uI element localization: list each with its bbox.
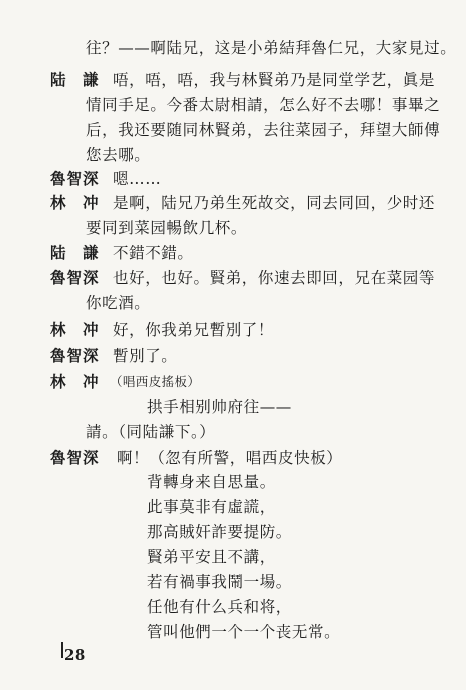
text-line: 啊！（忽有所警，唱西皮快板） [117,449,343,467]
verse-line: 管叫他們一个一个丧无常。 [147,623,341,641]
speaker-lu-zhishen: 魯智深 [50,448,100,467]
stage-direction: （唱西皮搖板） [110,374,201,389]
speaker-lin-chong: 林 冲 [50,320,100,339]
text-line: 情同手足。今番太尉相請，怎么好不去哪！事畢之 [86,96,441,114]
text-line: 后，我还要随同林賢弟，去往菜园子，拜望大師傅 [86,121,441,139]
text-line: 往？——啊陆兄，这是小弟結拜魯仁兄，大家見过。 [86,39,457,57]
speaker-lu-zhishen: 魯智深 [50,268,100,287]
text-line: 也好，也好。賢弟，你速去即回，兄在菜园等 [113,269,436,287]
speaker-lu-zhishen: 魯智深 [50,346,100,365]
speaker-lu-zhishen: 魯智深 [50,169,100,188]
verse-line: 那高賊奸詐要提防。 [147,523,292,541]
verse-line: 拱手相别帅府往—— [147,398,292,416]
page-number: 28 [64,646,86,664]
text-line: 請。（同陆謙下。） [86,423,216,441]
verse-line: 若有禍事我鬧一場。 [147,573,292,591]
speaker-lu-qian: 陆 謙 [50,243,100,262]
print-mark [61,642,63,658]
text-line: 您去哪。 [86,146,151,164]
speaker-lin-chong: 林 冲 [50,193,100,212]
text-line: 是啊，陆兄乃弟生死故交，同去同回，少时还 [113,194,436,212]
text-line: 嗯…… [113,170,162,188]
text-line: 你吃酒。 [86,294,151,312]
text-line: 不錯不錯。 [113,244,194,262]
text-line: 要同到菜园暢飲几杯。 [86,219,248,237]
verse-line: 背轉身来自思量。 [147,473,276,491]
verse-line: 此事莫非有虛謊， [147,498,276,516]
verse-line: 賢弟平安且不講， [147,548,276,566]
verse-line: 任他有什么兵和将， [147,598,292,616]
speaker-lu-qian: 陆 謙 [50,70,100,89]
text-line: 唔，唔，唔，我与林賢弟乃是同堂学艺，眞是 [113,71,436,89]
text-line: 好，你我弟兄暫別了！ [113,321,275,339]
text-line: 暫別了。 [113,347,178,365]
speaker-lin-chong: 林 冲 [50,372,100,391]
